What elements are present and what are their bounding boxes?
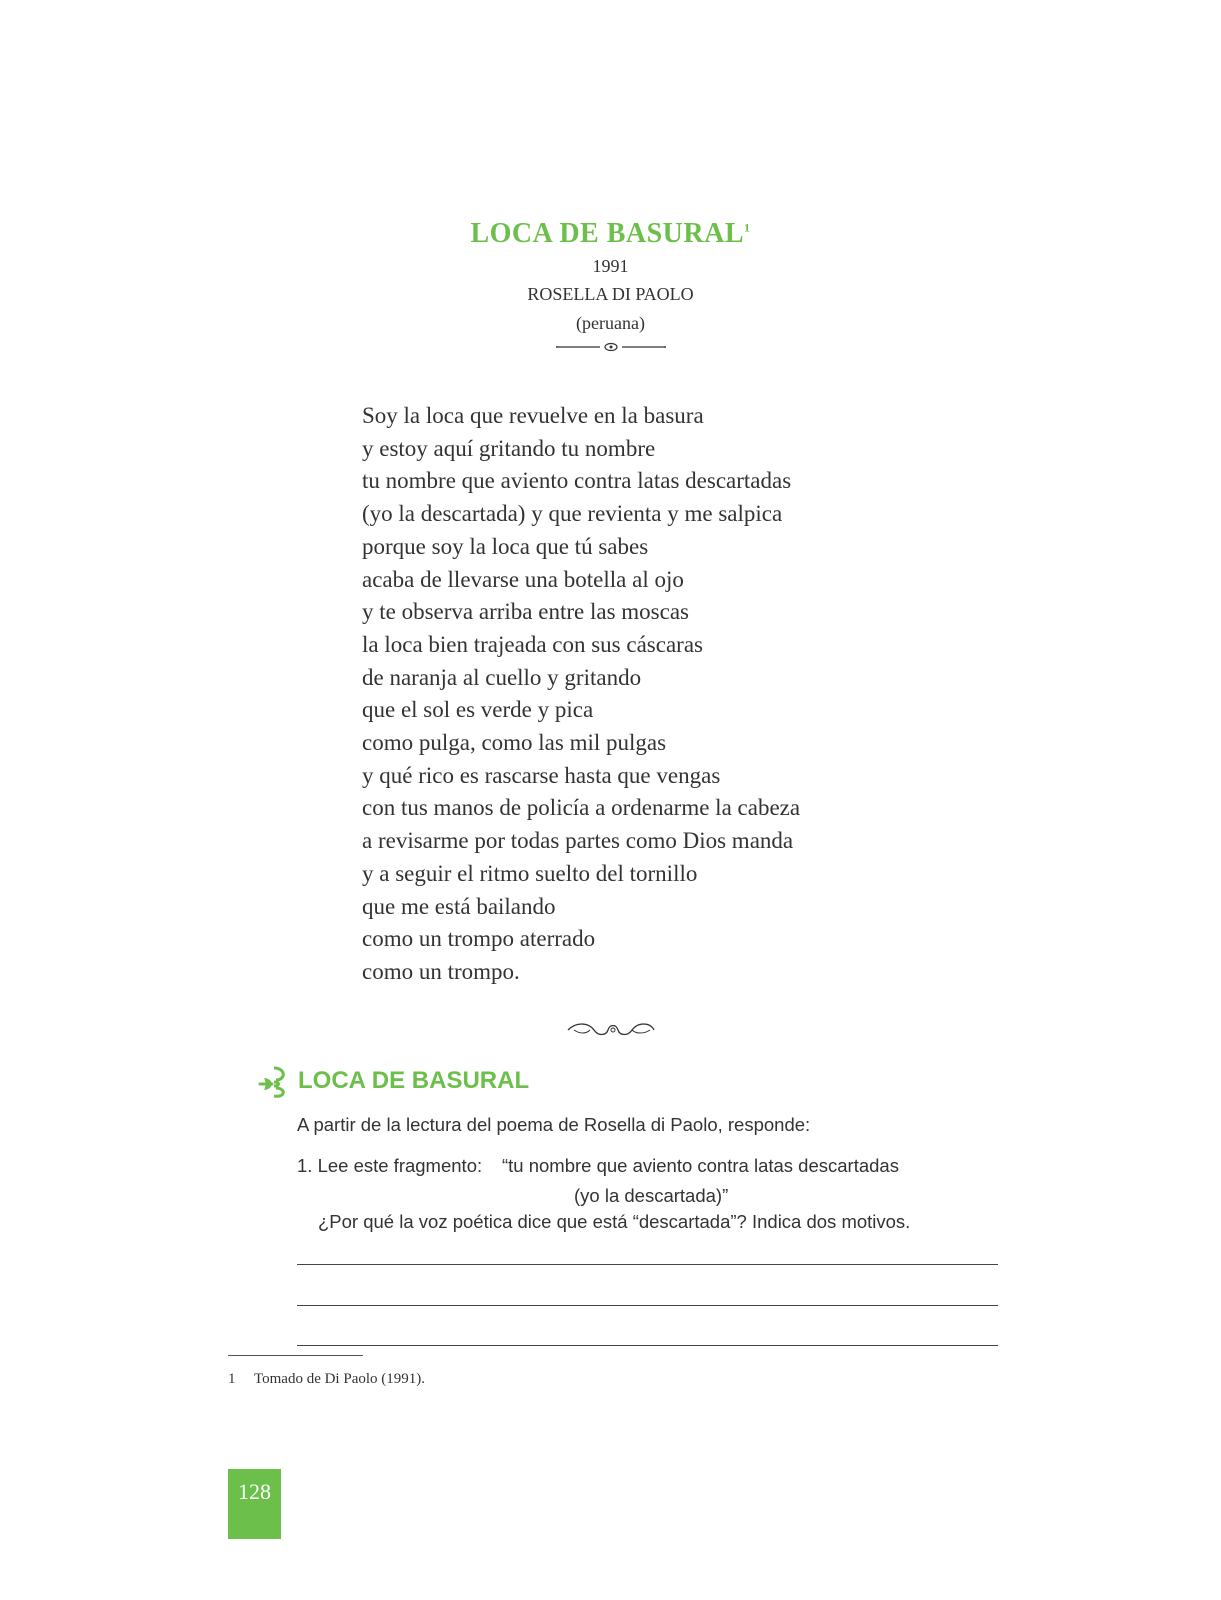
poem-line: que el sol es verde y pica [362, 697, 594, 723]
poem-line: acaba de llevarse una botella al ojo [362, 566, 684, 592]
poem-line: tu nombre que aviento contra latas descartadas [362, 468, 792, 494]
poem-line: como un trompo. [362, 958, 520, 984]
answer-line[interactable] [297, 1345, 998, 1346]
poem-line: que me está bailando [362, 893, 556, 919]
divider-ornament-bottom [0, 1020, 1221, 1045]
poem-line: (yo la descartada) y que revienta y me salpica [362, 501, 783, 527]
footnote [228, 1371, 425, 1388]
footnote-rule [228, 1355, 363, 1356]
poem-nationality: (peruana) [576, 313, 645, 333]
page-number: 128 [228, 1469, 281, 1539]
answer-line[interactable] [297, 1264, 998, 1265]
poem-title-text: LOCA DE BASURAL [470, 218, 745, 249]
activity-title: LOCA DE BASURAL [298, 1067, 530, 1094]
poem-line: y estoy aquí gritando tu nombre [362, 435, 656, 461]
poem-line: porque soy la loca que tú sabes [362, 533, 649, 559]
flourish-icon [566, 1020, 656, 1040]
poem-line: y qué rico es rascarse hasta que vengas [362, 762, 721, 788]
poem-year: 1991 [592, 256, 629, 276]
activity-header [258, 1064, 529, 1098]
poem-line: a revisarme por todas partes como Dios manda [362, 828, 794, 854]
poem-line: de naranja al cuello y gritando [362, 664, 642, 690]
leaf-icon [258, 1064, 292, 1098]
poem-body [362, 400, 922, 989]
activity-instruction: A partir de la lectura del poema de Rosella di Paolo, responde: [297, 1114, 811, 1135]
fragment-line-2: (yo la descartada)” [574, 1185, 729, 1206]
question-1-label: 1. Lee este fragmento: [297, 1155, 483, 1176]
poem-line: con tus manos de policía a ordenarme la cabeza [362, 795, 801, 821]
question-1-text: ¿Por qué la voz poética dice que está “descartada”? Indica dos motivos. [318, 1211, 911, 1232]
fragment-line-1: “tu nombre que aviento contra latas descartadas [502, 1155, 899, 1176]
divider-ornament-top [0, 340, 1221, 359]
footnote-number: 1 [228, 1371, 236, 1387]
poem-line: como un trompo aterrado [362, 926, 596, 952]
poem-line: la loca bien trajeada con sus cáscaras [362, 631, 703, 657]
poem-author: ROSELLA DI PAOLO [527, 284, 694, 304]
answer-line[interactable] [297, 1305, 998, 1306]
poem-line: y a seguir el ritmo suelto del tornillo [362, 860, 698, 886]
footnote-text: Tomado de Di Paolo (1991). [254, 1371, 426, 1387]
poem-line: Soy la loca que revuelve en la basura [362, 403, 704, 428]
footnote-ref: 1 [744, 220, 751, 235]
ornament-line-icon [556, 340, 666, 354]
poem-line: como pulga, como las mil pulgas [362, 730, 667, 756]
poem-title [0, 218, 1221, 250]
poem-line: y te observa arriba entre las moscas [362, 599, 689, 625]
